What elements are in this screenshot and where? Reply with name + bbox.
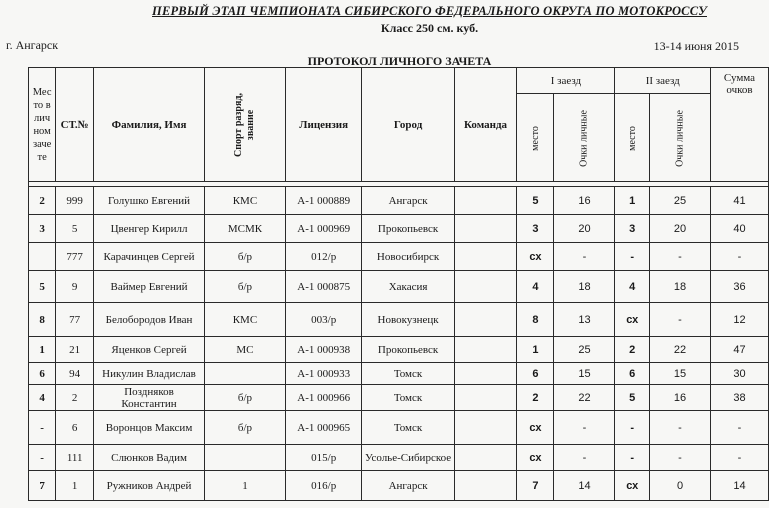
cell-place: 3 (29, 215, 56, 243)
table-row (29, 243, 769, 271)
cell-place: 5 (29, 271, 56, 303)
cell-sum: - (711, 411, 769, 445)
cell-race1-points: 22 (554, 385, 615, 411)
cell-place: - (29, 411, 56, 445)
cell-place: 2 (29, 187, 56, 215)
cell-race2-points: 18 (650, 271, 711, 303)
cell-race2-points: 20 (650, 215, 711, 243)
cell-race1-points: - (554, 411, 615, 445)
cell-license: А-1 000966 (285, 385, 361, 411)
cell-place: 1 (29, 337, 56, 363)
col-race-1: I заезд (517, 68, 615, 94)
table-row (29, 271, 769, 303)
cell-rank (204, 363, 285, 385)
cell-race1-place: 8 (517, 303, 554, 337)
cell-race2-points: - (650, 411, 711, 445)
cell-rank: б/р (204, 411, 285, 445)
col-rank: Спорт разряд, звание (204, 68, 285, 182)
cell-race2-points: 16 (650, 385, 711, 411)
cell-sum: 41 (711, 187, 769, 215)
cell-sum: 40 (711, 215, 769, 243)
cell-rank: МС (204, 337, 285, 363)
cell-license: 003/р (285, 303, 361, 337)
cell-team (454, 337, 517, 363)
cell-name: Слюнков Вадим (94, 445, 205, 471)
cell-team (454, 471, 517, 501)
cell-license: А-1 000938 (285, 337, 361, 363)
cell-start-number: 6 (56, 411, 94, 445)
cell-race2-place: - (615, 411, 650, 445)
cell-name: Никулин Владислав (94, 363, 205, 385)
cell-race2-place: 5 (615, 385, 650, 411)
cell-city: Ангарск (362, 471, 454, 501)
class-label: Класс 250 см. куб. (380, 21, 479, 35)
cell-sum: 14 (711, 471, 769, 501)
cell-race1-points: 18 (554, 271, 615, 303)
cell-race2-place: сх (615, 471, 650, 501)
cell-race1-points: 15 (554, 363, 615, 385)
col-race-2: II заезд (615, 68, 711, 94)
cell-start-number: 777 (56, 243, 94, 271)
cell-sum: 38 (711, 385, 769, 411)
cell-race2-place: 2 (615, 337, 650, 363)
col-license: Лицензия (285, 68, 361, 182)
cell-race2-place: 4 (615, 271, 650, 303)
cell-race2-points: - (650, 445, 711, 471)
cell-name: Белобородов Иван (94, 303, 205, 337)
cell-license: 012/р (285, 243, 361, 271)
cell-start-number: 999 (56, 187, 94, 215)
cell-license: А-1 000875 (285, 271, 361, 303)
cell-start-number: 1 (56, 471, 94, 501)
cell-city: Томск (362, 363, 454, 385)
cell-name: Яценков Сергей (94, 337, 205, 363)
cell-city: Прокопьевск (362, 215, 454, 243)
cell-team (454, 363, 517, 385)
cell-sum: - (711, 243, 769, 271)
document-title: ПЕРВЫЙ ЭТАП ЧЕМПИОНАТА СИБИРСКОГО ФЕДЕРАЛЬНОГО ОКРУГА ПО МОТОКРОССУ (152, 4, 707, 18)
col-place-personal: Мес то в лич ном заче те (29, 68, 56, 182)
cell-name: Воронцов Максим (94, 411, 205, 445)
cell-team (454, 303, 517, 337)
cell-name: Голушко Евгений (94, 187, 205, 215)
cell-rank: КМС (204, 303, 285, 337)
cell-race2-points: - (650, 243, 711, 271)
cell-license: А-1 000933 (285, 363, 361, 385)
cell-team (454, 411, 517, 445)
cell-place: 6 (29, 363, 56, 385)
cell-license: 016/р (285, 471, 361, 501)
col-city: Город (362, 68, 454, 182)
city-label: г. Ангарск (6, 38, 59, 52)
cell-city: Новокузнецк (362, 303, 454, 337)
cell-race1-points: 20 (554, 215, 615, 243)
cell-rank: 1 (204, 471, 285, 501)
cell-race2-points: 25 (650, 187, 711, 215)
cell-city: Томск (362, 411, 454, 445)
cell-race1-points: - (554, 445, 615, 471)
cell-name: Ружников Андрей (94, 471, 205, 501)
cell-name: Карачинцев Сергей (94, 243, 205, 271)
cell-race1-place: сх (517, 445, 554, 471)
cell-race1-points: 14 (554, 471, 615, 501)
table-row (29, 385, 769, 411)
cell-city: Усолье-Сибирское (362, 445, 454, 471)
cell-race1-place: 5 (517, 187, 554, 215)
cell-team (454, 243, 517, 271)
cell-race1-place: 2 (517, 385, 554, 411)
table-row (29, 471, 769, 501)
col-race1-place: место (517, 94, 554, 182)
cell-license: А-1 000965 (285, 411, 361, 445)
table-row (29, 363, 769, 385)
cell-city: Ангарск (362, 187, 454, 215)
col-race1-points: Очки личные (554, 94, 615, 182)
cell-race2-points: - (650, 303, 711, 337)
cell-race1-place: 4 (517, 271, 554, 303)
cell-race1-place: 7 (517, 471, 554, 501)
cell-name: Цвенгер Кирилл (94, 215, 205, 243)
cell-license: А-1 000969 (285, 215, 361, 243)
cell-rank: б/р (204, 385, 285, 411)
cell-name: Ваймер Евгений (94, 271, 205, 303)
cell-race2-place: 3 (615, 215, 650, 243)
table-row (29, 303, 769, 337)
cell-rank: МСМК (204, 215, 285, 243)
cell-rank: б/р (204, 271, 285, 303)
col-team: Команда (454, 68, 517, 182)
cell-race1-place: 6 (517, 363, 554, 385)
cell-race1-place: 1 (517, 337, 554, 363)
cell-place: 4 (29, 385, 56, 411)
cell-race1-place: сх (517, 411, 554, 445)
protocol-title: ПРОТОКОЛ ЛИЧНОГО ЗАЧЕТА (307, 54, 492, 68)
cell-license: 015/р (285, 445, 361, 471)
cell-race2-place: - (615, 243, 650, 271)
cell-race2-place: - (615, 445, 650, 471)
cell-sum: 12 (711, 303, 769, 337)
cell-city: Прокопьевск (362, 337, 454, 363)
col-sum: Сумма очков (711, 68, 769, 182)
table-row (29, 445, 769, 471)
table-row (29, 337, 769, 363)
cell-city: Томск (362, 385, 454, 411)
cell-race1-points: 16 (554, 187, 615, 215)
col-name: Фамилия, Имя (94, 68, 205, 182)
cell-place: 8 (29, 303, 56, 337)
cell-sum: 47 (711, 337, 769, 363)
cell-place: 7 (29, 471, 56, 501)
cell-race2-place: сх (615, 303, 650, 337)
cell-rank: б/р (204, 243, 285, 271)
cell-license: А-1 000889 (285, 187, 361, 215)
cell-team (454, 271, 517, 303)
cell-race2-place: 1 (615, 187, 650, 215)
col-race2-points: Очки личные (650, 94, 711, 182)
cell-sum: 36 (711, 271, 769, 303)
cell-race1-points: - (554, 243, 615, 271)
cell-start-number: 21 (56, 337, 94, 363)
cell-race1-points: 13 (554, 303, 615, 337)
cell-race1-place: сх (517, 243, 554, 271)
cell-start-number: 9 (56, 271, 94, 303)
cell-start-number: 111 (56, 445, 94, 471)
cell-start-number: 2 (56, 385, 94, 411)
date-label: 13-14 июня 2015 (653, 39, 739, 53)
cell-place: - (29, 445, 56, 471)
cell-rank: КМС (204, 187, 285, 215)
col-start-number: СТ.№ (56, 68, 94, 182)
cell-rank (204, 445, 285, 471)
cell-race2-points: 22 (650, 337, 711, 363)
cell-sum: - (711, 445, 769, 471)
col-race2-place: место (615, 94, 650, 182)
table-row (29, 411, 769, 445)
cell-start-number: 77 (56, 303, 94, 337)
cell-team (454, 215, 517, 243)
cell-start-number: 94 (56, 363, 94, 385)
cell-name: Поздняков Константин (94, 385, 205, 411)
cell-team (454, 187, 517, 215)
cell-race1-points: 25 (554, 337, 615, 363)
cell-city: Хакасия (362, 271, 454, 303)
cell-team (454, 385, 517, 411)
cell-team (454, 445, 517, 471)
cell-race2-points: 0 (650, 471, 711, 501)
cell-city: Новосибирск (362, 243, 454, 271)
cell-start-number: 5 (56, 215, 94, 243)
table-row (29, 215, 769, 243)
cell-race1-place: 3 (517, 215, 554, 243)
cell-race2-place: 6 (615, 363, 650, 385)
results-table (28, 67, 769, 501)
cell-sum: 30 (711, 363, 769, 385)
table-row (29, 187, 769, 215)
cell-race2-points: 15 (650, 363, 711, 385)
cell-place (29, 243, 56, 271)
